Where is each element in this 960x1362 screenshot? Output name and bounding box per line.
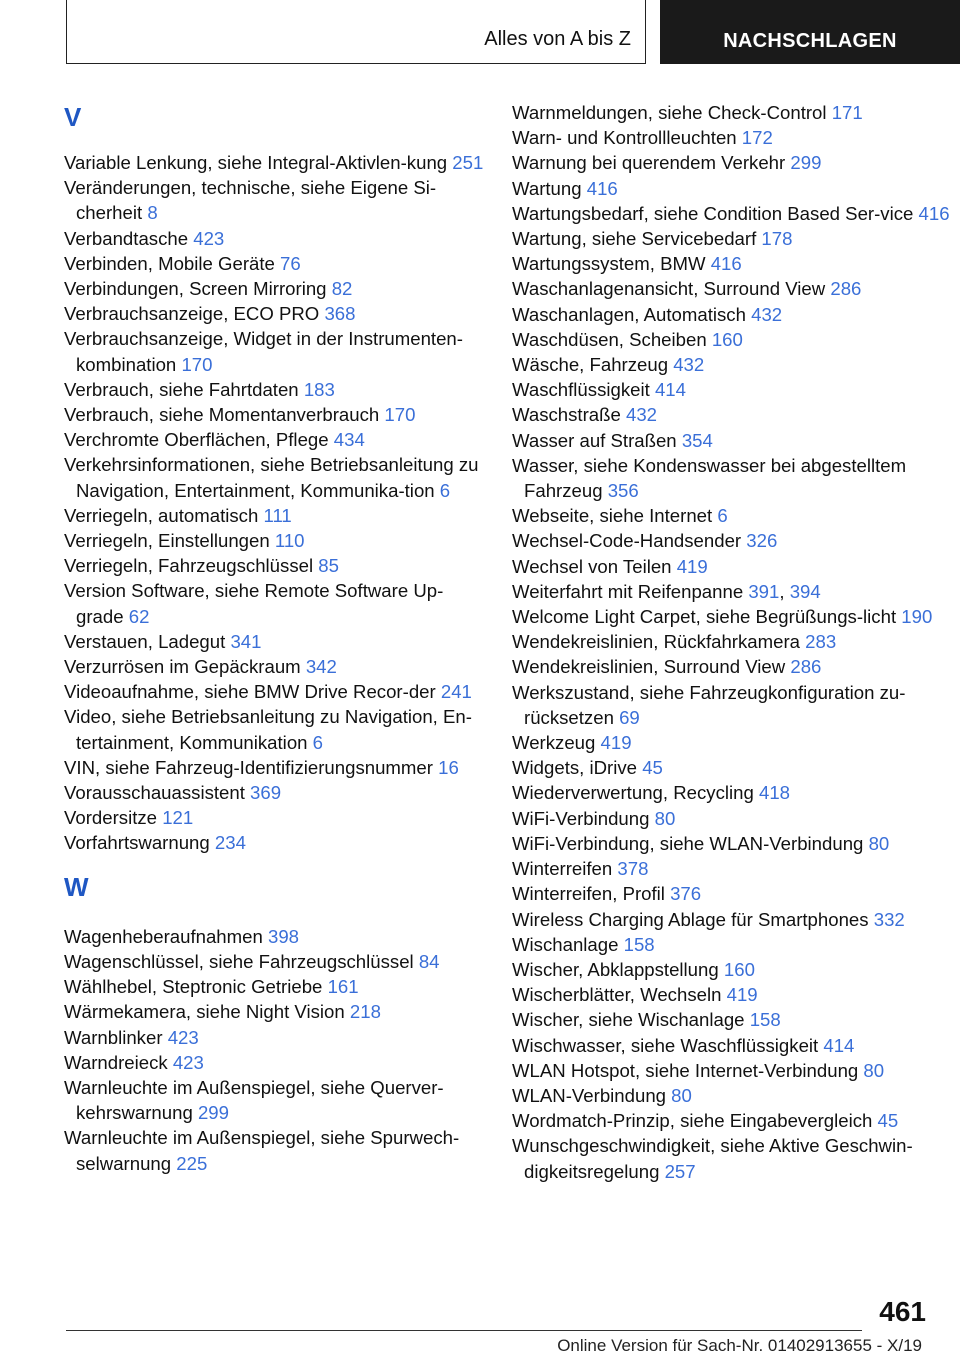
index-entry-term: WLAN Hotspot, siehe Internet-Verbindung xyxy=(512,1059,864,1081)
index-entry-term: WiFi-Verbindung xyxy=(512,807,655,829)
page-ref-link[interactable]: 80 xyxy=(863,1059,885,1081)
index-entry xyxy=(64,805,484,830)
index-entry xyxy=(64,301,484,326)
page-ref-link[interactable]: 84 xyxy=(418,950,440,972)
index-column-left xyxy=(64,100,484,1176)
index-entry-term: Wasser auf Straßen xyxy=(512,429,682,451)
page-ref-link[interactable]: 110 xyxy=(274,530,305,552)
index-entry xyxy=(64,503,484,528)
index-entry xyxy=(512,780,952,805)
index-entry xyxy=(512,856,952,881)
index-entry xyxy=(64,1125,484,1175)
page-ref-link[interactable]: 160 xyxy=(723,958,755,980)
index-entry-term: Verchromte Oberflächen, Pflege xyxy=(64,429,334,451)
page-ref-link[interactable]: 419 xyxy=(600,732,632,754)
page-ref-link[interactable]: 82 xyxy=(331,278,353,300)
index-entry-term: Warnung bei querendem Verkehr xyxy=(512,152,791,174)
page-ref-link[interactable]: 419 xyxy=(726,984,758,1006)
index-entry-term: Verriegeln, automatisch xyxy=(64,504,264,526)
page-ref-link[interactable]: 376 xyxy=(670,883,702,905)
page-ref-link[interactable]: 6 xyxy=(439,479,451,501)
header-chapter-tab xyxy=(660,0,960,64)
index-entry xyxy=(64,175,484,225)
index-entry-term: Verbrauch, siehe Momentanverbrauch xyxy=(64,404,385,426)
index-entry-term: Warnleuchte im Außenspiegel, siehe Querver-kehrswarnung xyxy=(64,1076,444,1124)
page-ref-link[interactable]: 80 xyxy=(868,832,890,854)
index-entry xyxy=(512,755,952,780)
page-ref-link[interactable]: 434 xyxy=(333,429,365,451)
page-ref-link[interactable]: 172 xyxy=(741,127,773,149)
page-ref-link[interactable]: 111 xyxy=(263,504,292,526)
page-ref-link[interactable]: 432 xyxy=(673,354,705,376)
index-entry-term: Verbindungen, Screen Mirroring xyxy=(64,278,332,300)
index-entry xyxy=(64,326,484,376)
index-entry-term: VIN, siehe Fahrzeug-Identifizierungsnummer xyxy=(64,756,439,778)
index-entry xyxy=(512,528,952,553)
index-entry-term: Verstauen, Ladegut xyxy=(64,630,231,652)
page-ref-separator: , xyxy=(779,580,790,602)
page-ref-link[interactable]: 161 xyxy=(327,976,359,998)
index-entry-term: Vordersitze xyxy=(64,807,163,829)
index-entry xyxy=(64,1025,484,1050)
page-ref-link[interactable]: 354 xyxy=(681,429,713,451)
index-entry-term: Verbinden, Mobile Geräte xyxy=(64,252,281,274)
index-entry-term: Vorausschauassistent xyxy=(64,782,251,804)
page-ref-link[interactable]: 62 xyxy=(128,605,150,627)
index-entry-term: Widgets, iDrive xyxy=(512,757,643,779)
page-ref-link[interactable]: 16 xyxy=(438,756,459,778)
index-entry-term: Verbrauchsanzeige, Widget in der Instrumenten-kombination xyxy=(64,328,463,375)
page-ref-link[interactable]: 423 xyxy=(167,1026,199,1048)
index-entry xyxy=(512,806,952,831)
page-ref-link[interactable]: 432 xyxy=(626,404,658,426)
page-ref-link[interactable]: 356 xyxy=(607,480,639,502)
page-ref-link[interactable]: 283 xyxy=(805,631,837,653)
index-entry-term: Werkszustand, siehe Fahrzeugkonfiguration zu-rücksetzen xyxy=(512,681,906,728)
index-entry-term: Warnmeldungen, siehe Check-Control xyxy=(512,102,832,123)
index-entry xyxy=(512,579,952,604)
page-ref-link[interactable]: 85 xyxy=(318,555,339,577)
index-entry-term: Wendekreislinien, Surround View xyxy=(512,656,791,678)
index-entry-term: Wartungssystem, BMW xyxy=(512,253,711,275)
page-ref-link[interactable]: 378 xyxy=(617,858,649,880)
index-entry xyxy=(64,528,484,553)
index-entry xyxy=(64,679,484,704)
index-entry-term: Weiterfahrt mit Reifenpanne xyxy=(512,580,749,602)
index-entry-term: Winterreifen xyxy=(512,858,618,880)
index-entry-term: Wischer, Abklappstellung xyxy=(512,958,724,980)
page-ref-link[interactable]: 342 xyxy=(305,656,337,678)
page-ref-link[interactable]: 332 xyxy=(873,908,905,930)
index-list-v xyxy=(64,150,484,856)
page-ref-link[interactable]: 158 xyxy=(623,933,655,955)
page-ref-link[interactable]: 218 xyxy=(349,1001,381,1023)
index-entry xyxy=(512,327,952,352)
header-section-title: Alles von A bis Z xyxy=(484,28,631,50)
index-letter-v: V xyxy=(64,102,82,132)
index-entry xyxy=(512,226,952,251)
page-ref-link[interactable]: 6 xyxy=(717,505,728,527)
index-entry-term: Waschdüsen, Scheiben xyxy=(512,328,712,350)
index-entry xyxy=(512,957,952,982)
index-entry xyxy=(64,150,484,175)
page-ref-link[interactable]: 414 xyxy=(823,1034,855,1056)
index-entry-term: Waschanlagen, Automatisch xyxy=(512,303,752,325)
page-ref-link[interactable]: 225 xyxy=(176,1152,208,1174)
index-entry xyxy=(512,831,952,856)
index-entry xyxy=(512,881,952,906)
index-entry-term: Wischerblätter, Wechseln xyxy=(512,984,727,1006)
index-entry-term: Waschstraße xyxy=(512,404,626,426)
index-entry xyxy=(512,654,952,679)
page-ref-link[interactable]: 160 xyxy=(711,328,743,350)
index-entry-term: Winterreifen, Profil xyxy=(512,883,671,905)
index-entry-term: Verbrauchsanzeige, ECO PRO xyxy=(64,303,325,325)
index-entry xyxy=(64,924,484,949)
page-ref-link[interactable]: 341 xyxy=(230,630,262,652)
index-entry xyxy=(64,974,484,999)
index-entry xyxy=(512,932,952,957)
page-ref-link[interactable]: 299 xyxy=(790,152,822,174)
page-ref-link[interactable]: 286 xyxy=(790,656,822,678)
index-entry xyxy=(64,949,484,974)
index-entry xyxy=(64,578,484,628)
index-entry xyxy=(512,276,952,301)
page-ref-link[interactable]: 171 xyxy=(831,102,863,123)
index-entry xyxy=(64,1075,484,1125)
index-entry xyxy=(512,554,952,579)
index-entry xyxy=(64,999,484,1024)
index-entry xyxy=(512,150,952,175)
page-ref-link[interactable]: 76 xyxy=(280,252,301,274)
index-entry xyxy=(512,1133,952,1183)
index-entry-term: Wäsche, Fahrzeug xyxy=(512,354,674,376)
index-entry xyxy=(64,553,484,578)
index-entry-term: Wendekreislinien, Rückfahrkamera xyxy=(512,631,806,653)
page-ref-link[interactable]: 394 xyxy=(789,580,821,602)
index-entry-term: WLAN-Verbindung xyxy=(512,1084,672,1106)
index-entry-term: Verriegeln, Einstellungen xyxy=(64,530,275,552)
index-entry xyxy=(64,452,484,502)
page-ref-link[interactable]: 398 xyxy=(268,925,300,947)
index-entry xyxy=(512,907,952,932)
index-entry-term: Welcome Light Carpet, siehe Begrüßungs-licht xyxy=(512,606,902,628)
index-entry xyxy=(64,654,484,679)
page-ref-link[interactable]: 183 xyxy=(303,378,335,400)
page-ref-link[interactable]: 423 xyxy=(172,1051,204,1073)
page-ref-link[interactable]: 286 xyxy=(830,278,862,300)
index-entry xyxy=(512,680,952,730)
page-ref-link[interactable]: 368 xyxy=(324,303,356,325)
index-entry xyxy=(512,1108,952,1133)
index-entry xyxy=(512,604,952,629)
index-entry xyxy=(512,629,952,654)
index-entry-term: Vorfahrtswarnung xyxy=(64,832,215,854)
index-entry-term: Wartung, siehe Servicebedarf xyxy=(512,228,762,250)
index-entry-term: Warn- und Kontrollleuchten xyxy=(512,127,742,149)
page-ref-link[interactable]: 170 xyxy=(181,353,213,375)
index-entry-term: Version Software, siehe Remote Software Up-grade xyxy=(64,580,444,627)
index-entry xyxy=(512,1033,952,1058)
page-ref-link[interactable]: 416 xyxy=(586,177,618,199)
index-entry xyxy=(512,730,952,755)
index-entry xyxy=(512,251,952,276)
index-entry-term: Wechsel-Code-Handsender xyxy=(512,530,747,552)
index-entry-term: Warnblinker xyxy=(64,1026,168,1048)
page-ref-link[interactable]: 121 xyxy=(162,807,194,829)
index-entry-term: Wordmatch-Prinzip, siehe Eingabevergleich xyxy=(512,1110,878,1132)
header-section-box xyxy=(66,0,646,64)
page-number: 461 xyxy=(879,1296,926,1327)
index-entry-term: Videoaufnahme, siehe BMW Drive Recor-der xyxy=(64,681,441,703)
index-entry xyxy=(512,100,952,125)
index-entry xyxy=(512,125,952,150)
index-entry-term: Webseite, siehe Internet xyxy=(512,505,718,527)
index-list-w-continued xyxy=(512,100,952,1184)
index-entry xyxy=(64,629,484,654)
page-ref-link[interactable]: 423 xyxy=(193,227,225,249)
page-ref-link[interactable]: 170 xyxy=(384,404,416,426)
header-chapter-label: NACHSCHLAGEN xyxy=(723,29,897,52)
index-entry xyxy=(512,982,952,1007)
index-entry-term: Wasser, siehe Kondenswasser bei abgestelltem Fahrzeug xyxy=(512,454,907,502)
index-entry-term: Wireless Charging Ablage für Smartphones xyxy=(512,908,874,930)
page-ref-link[interactable]: 251 xyxy=(452,152,484,173)
index-entry xyxy=(512,503,952,528)
index-entry-term: Verbrauch, siehe Fahrtdaten xyxy=(64,378,304,400)
index-entry xyxy=(64,755,484,780)
page-ref-link[interactable]: 80 xyxy=(671,1084,692,1106)
page-ref-link[interactable]: 419 xyxy=(676,555,708,577)
index-entry xyxy=(512,1058,952,1083)
index-entry-term: Wunschgeschwindigkeit, siehe Aktive Geschwin-digkeitsregelung xyxy=(512,1135,913,1182)
index-entry xyxy=(64,226,484,251)
page-ref-link[interactable]: 416 xyxy=(710,253,742,275)
page-header xyxy=(66,0,960,64)
page-ref-link[interactable]: 158 xyxy=(749,1009,781,1031)
page-ref-link[interactable]: 326 xyxy=(746,530,778,552)
page-ref-link[interactable]: 391 xyxy=(748,580,780,602)
page-ref-link[interactable]: 257 xyxy=(664,1160,696,1182)
index-entry xyxy=(512,176,952,201)
page-ref-link[interactable]: 69 xyxy=(619,706,640,728)
footer-version-text: Online Version für Sach-Nr. 01402913655 - X/19 xyxy=(557,1336,922,1355)
index-entry xyxy=(512,302,952,327)
index-entry-term: Verkehrsinformationen, siehe Betriebsanleitung zu Navigation, Entertainment, Kommunika-tion xyxy=(64,454,479,501)
index-entry-term: Wählhebel, Steptronic Getriebe xyxy=(64,976,328,998)
page-ref-link[interactable]: 418 xyxy=(758,782,791,804)
page-ref-link[interactable]: 45 xyxy=(642,757,663,779)
index-entry-term: Waschflüssigkeit xyxy=(512,379,655,401)
index-entry xyxy=(64,276,484,301)
page-ref-link[interactable]: 80 xyxy=(654,807,676,829)
index-entry-term: Wagenschlüssel, siehe Fahrzeugschlüssel xyxy=(64,950,419,972)
index-entry-term: Warndreieck xyxy=(64,1051,173,1073)
index-letter-w: W xyxy=(64,871,89,902)
index-entry-term: Verbandtasche xyxy=(64,227,194,249)
index-entry-term: Wartungsbedarf, siehe Condition Based Ser-vice xyxy=(512,202,919,224)
index-entry xyxy=(512,1007,952,1032)
page-ref-link[interactable]: 414 xyxy=(654,379,686,401)
page-ref-link[interactable]: 6 xyxy=(312,731,324,753)
index-entry-term: Wischwasser, siehe Waschflüssigkeit xyxy=(512,1034,824,1056)
index-entry xyxy=(512,1083,952,1108)
index-entry xyxy=(64,830,484,855)
index-entry xyxy=(512,428,952,453)
footer-divider xyxy=(66,1330,862,1331)
index-entry-term: Waschanlagenansicht, Surround View xyxy=(512,278,831,300)
index-entry-term: Wagenheberaufnahmen xyxy=(64,925,268,947)
index-entry xyxy=(512,201,952,226)
page-ref-link[interactable]: 299 xyxy=(197,1102,229,1124)
page-ref-link[interactable]: 190 xyxy=(901,606,933,628)
index-entry xyxy=(512,352,952,377)
index-list-w xyxy=(64,924,484,1176)
index-entry-term: Veränderungen, technische, siehe Eigene Si-cherheit xyxy=(64,177,437,224)
index-entry-term: Verzurrösen im Gepäckraum xyxy=(64,656,306,678)
page-ref-link[interactable]: 8 xyxy=(147,202,158,224)
index-entry-term: Warnleuchte im Außenspiegel, siehe Spurwech-selwarnung xyxy=(64,1127,460,1174)
index-entry-term: Wechsel von Teilen xyxy=(512,555,677,577)
page-ref-link[interactable]: 234 xyxy=(214,832,246,854)
index-entry-term: Wischanlage xyxy=(512,933,624,955)
index-entry xyxy=(512,453,952,503)
page-ref-link[interactable]: 432 xyxy=(751,303,783,325)
index-entry-term: Werkzeug xyxy=(512,732,601,754)
index-entry xyxy=(64,377,484,402)
index-entry xyxy=(512,377,952,402)
index-column-right xyxy=(512,100,952,1184)
page-ref-link[interactable]: 416 xyxy=(918,202,950,224)
index-entry-term: Wischer, siehe Wischanlage xyxy=(512,1009,750,1031)
index-entry xyxy=(512,402,952,427)
index-entry-term: Video, siehe Betriebsanleitung zu Navigation, En-tertainment, Kommunikation xyxy=(64,706,472,753)
index-entry-term: Verriegeln, Fahrzeugschlüssel xyxy=(64,555,319,577)
index-entry-term: Wärmekamera, siehe Night Vision xyxy=(64,1001,350,1023)
index-entry-term: WiFi-Verbindung, siehe WLAN-Verbindung xyxy=(512,832,869,854)
page-ref-link[interactable]: 45 xyxy=(877,1110,899,1132)
index-entry xyxy=(64,402,484,427)
page-ref-link[interactable]: 178 xyxy=(761,228,793,250)
index-entry xyxy=(64,251,484,276)
index-entry xyxy=(64,1050,484,1075)
index-entry xyxy=(64,427,484,452)
page-ref-link[interactable]: 369 xyxy=(250,782,282,804)
index-entry xyxy=(64,780,484,805)
index-entry-term: Wartung xyxy=(512,177,587,199)
page-ref-link[interactable]: 241 xyxy=(440,681,472,703)
index-entry xyxy=(64,704,484,754)
index-entry-term: Variable Lenkung, siehe Integral-Aktivlen-kung xyxy=(64,152,453,173)
index-entry-term: Wiederverwertung, Recycling xyxy=(512,782,759,804)
